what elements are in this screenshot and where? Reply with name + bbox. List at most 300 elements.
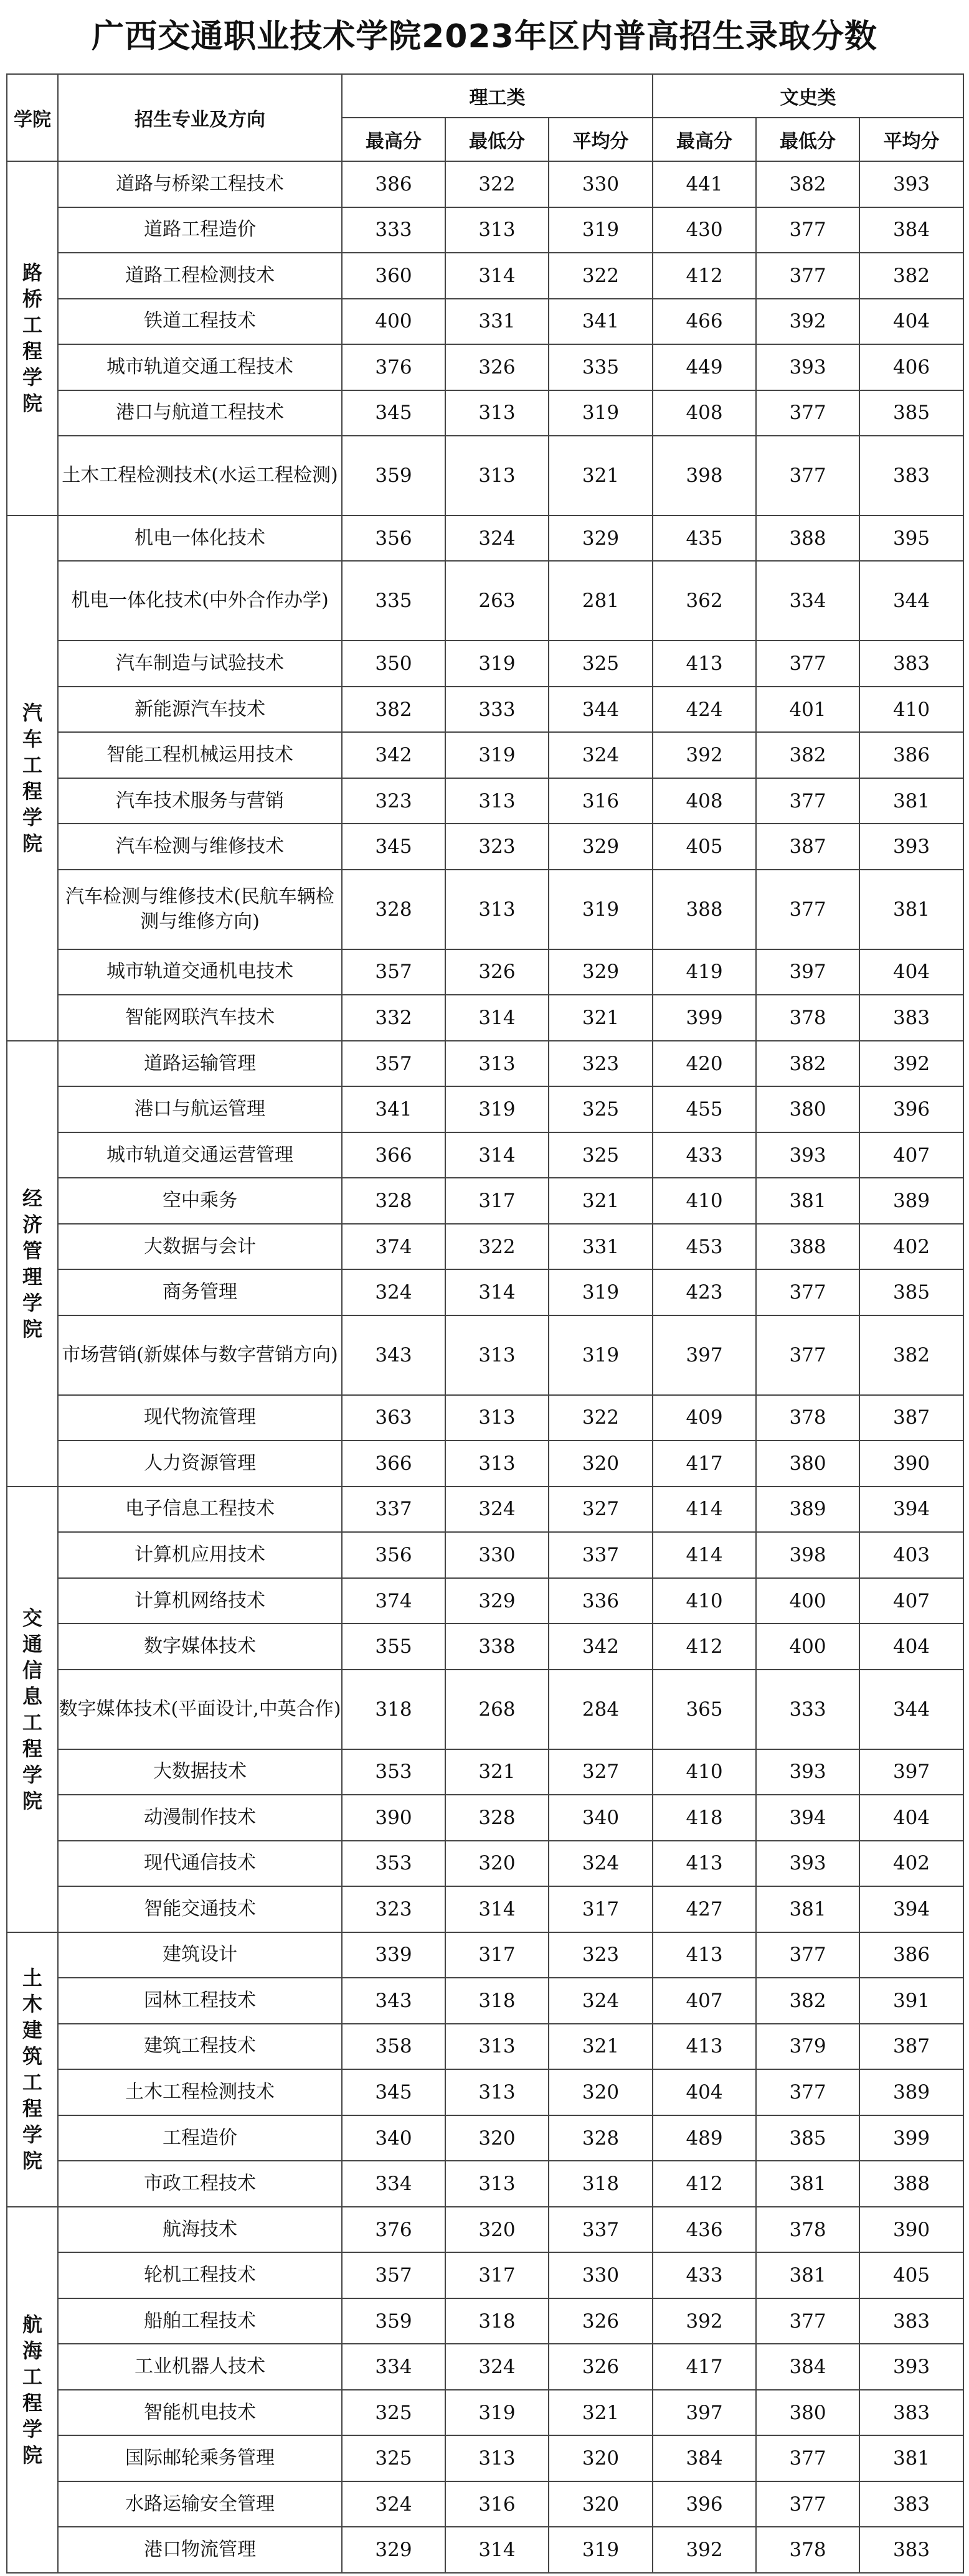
science-avg-cell: 319 <box>549 2527 653 2573</box>
science-avg-cell: 326 <box>549 2344 653 2390</box>
table-row <box>7 344 963 390</box>
science-avg-cell: 329 <box>549 824 653 870</box>
science-max-cell: 356 <box>342 1532 445 1578</box>
science-max-cell: 376 <box>342 344 445 390</box>
table-row <box>7 1315 963 1395</box>
science-avg-cell: 323 <box>549 1041 653 1087</box>
major-name: 现代通信技术 <box>58 1841 342 1887</box>
science-min-cell: 313 <box>445 390 549 436</box>
major-name: 计算机应用技术 <box>58 1532 342 1578</box>
arts-max-cell: 397 <box>653 2390 756 2436</box>
arts-min-cell: 377 <box>756 2069 859 2115</box>
arts-avg-cell: 381 <box>859 870 963 949</box>
arts-max-cell: 418 <box>653 1795 756 1841</box>
major-name: 电子信息工程技术 <box>58 1487 342 1533</box>
science-avg-cell: 325 <box>549 1132 653 1178</box>
science-min-cell: 320 <box>445 2115 549 2161</box>
arts-avg-cell: 410 <box>859 687 963 733</box>
college-name: 汽车工程学院 <box>7 515 58 1041</box>
table-row <box>7 641 963 687</box>
arts-avg-cell: 389 <box>859 2069 963 2115</box>
science-max-cell: 318 <box>342 1670 445 1749</box>
science-min-cell: 313 <box>445 870 549 949</box>
science-min-cell: 317 <box>445 2252 549 2298</box>
header-science-avg: 平均分 <box>549 118 653 161</box>
arts-min-cell: 377 <box>756 253 859 299</box>
arts-min-cell: 389 <box>756 1487 859 1533</box>
science-min-cell: 313 <box>445 2161 549 2207</box>
science-max-cell: 341 <box>342 1086 445 1132</box>
science-avg-cell: 330 <box>549 2252 653 2298</box>
arts-avg-cell: 404 <box>859 949 963 995</box>
science-avg-cell: 319 <box>549 390 653 436</box>
arts-min-cell: 382 <box>756 732 859 778</box>
arts-min-cell: 377 <box>756 2435 859 2481</box>
science-min-cell: 324 <box>445 1487 549 1533</box>
arts-max-cell: 455 <box>653 1086 756 1132</box>
arts-avg-cell: 383 <box>859 2390 963 2436</box>
science-avg-cell: 319 <box>549 1269 653 1315</box>
arts-max-cell: 392 <box>653 2527 756 2573</box>
science-avg-cell: 328 <box>549 2115 653 2161</box>
arts-avg-cell: 383 <box>859 995 963 1041</box>
arts-max-cell: 417 <box>653 2344 756 2390</box>
science-max-cell: 345 <box>342 824 445 870</box>
major-name: 港口与航运管理 <box>58 1086 342 1132</box>
table-row <box>7 1086 963 1132</box>
science-min-cell: 318 <box>445 1978 549 2024</box>
science-min-cell: 317 <box>445 1932 549 1978</box>
science-max-cell: 325 <box>342 2435 445 2481</box>
science-max-cell: 350 <box>342 641 445 687</box>
college-name: 经济管理学院 <box>7 1041 58 1487</box>
arts-min-cell: 393 <box>756 1841 859 1887</box>
arts-max-cell: 413 <box>653 1932 756 1978</box>
table-row <box>7 1178 963 1224</box>
arts-min-cell: 381 <box>756 2252 859 2298</box>
major-name: 大数据与会计 <box>58 1224 342 1270</box>
science-min-cell: 329 <box>445 1578 549 1624</box>
header-arts-min: 最低分 <box>756 118 859 161</box>
science-avg-cell: 319 <box>549 1315 653 1395</box>
science-avg-cell: 344 <box>549 687 653 733</box>
table-row <box>7 687 963 733</box>
arts-avg-cell: 396 <box>859 1086 963 1132</box>
arts-min-cell: 379 <box>756 2024 859 2070</box>
science-max-cell: 328 <box>342 1178 445 1224</box>
science-avg-cell: 320 <box>549 2069 653 2115</box>
arts-max-cell: 392 <box>653 732 756 778</box>
arts-max-cell: 414 <box>653 1487 756 1533</box>
science-min-cell: 318 <box>445 2298 549 2344</box>
major-name: 汽车制造与试验技术 <box>58 641 342 687</box>
science-avg-cell: 321 <box>549 1178 653 1224</box>
science-max-cell: 382 <box>342 687 445 733</box>
major-name: 道路与桥梁工程技术 <box>58 161 342 207</box>
arts-avg-cell: 407 <box>859 1132 963 1178</box>
science-min-cell: 328 <box>445 1795 549 1841</box>
science-max-cell: 343 <box>342 1315 445 1395</box>
major-name: 港口与航道工程技术 <box>58 390 342 436</box>
table-row <box>7 824 963 870</box>
arts-avg-cell: 386 <box>859 1932 963 1978</box>
arts-avg-cell: 383 <box>859 2298 963 2344</box>
science-min-cell: 320 <box>445 2207 549 2253</box>
science-min-cell: 313 <box>445 207 549 253</box>
table-row <box>7 1578 963 1624</box>
science-avg-cell: 318 <box>549 2161 653 2207</box>
table-row <box>7 1395 963 1441</box>
table-row <box>7 2207 963 2253</box>
science-max-cell: 359 <box>342 436 445 515</box>
science-min-cell: 338 <box>445 1624 549 1670</box>
arts-min-cell: 400 <box>756 1624 859 1670</box>
science-max-cell: 342 <box>342 732 445 778</box>
science-avg-cell: 320 <box>549 1441 653 1487</box>
arts-max-cell: 399 <box>653 995 756 1041</box>
arts-min-cell: 378 <box>756 1395 859 1441</box>
table-row <box>7 949 963 995</box>
science-max-cell: 334 <box>342 2161 445 2207</box>
arts-max-cell: 362 <box>653 561 756 641</box>
arts-max-cell: 396 <box>653 2481 756 2527</box>
science-max-cell: 345 <box>342 2069 445 2115</box>
arts-min-cell: 377 <box>756 778 859 824</box>
arts-max-cell: 433 <box>653 1132 756 1178</box>
arts-avg-cell: 383 <box>859 2527 963 2573</box>
table-row <box>7 1841 963 1887</box>
science-max-cell: 360 <box>342 253 445 299</box>
arts-avg-cell: 383 <box>859 641 963 687</box>
major-name: 城市轨道交通机电技术 <box>58 949 342 995</box>
table-row <box>7 2252 963 2298</box>
science-max-cell: 340 <box>342 2115 445 2161</box>
table-row <box>7 2115 963 2161</box>
science-min-cell: 316 <box>445 2481 549 2527</box>
major-name: 机电一体化技术(中外合作办学) <box>58 561 342 641</box>
science-min-cell: 319 <box>445 732 549 778</box>
science-min-cell: 314 <box>445 2527 549 2573</box>
major-name: 智能网联汽车技术 <box>58 995 342 1041</box>
table-row <box>7 732 963 778</box>
arts-min-cell: 392 <box>756 299 859 345</box>
arts-max-cell: 419 <box>653 949 756 995</box>
arts-max-cell: 408 <box>653 390 756 436</box>
table-row <box>7 253 963 299</box>
arts-avg-cell: 388 <box>859 2161 963 2207</box>
arts-max-cell: 365 <box>653 1670 756 1749</box>
major-name: 道路运输管理 <box>58 1041 342 1087</box>
arts-avg-cell: 382 <box>859 1315 963 1395</box>
arts-avg-cell: 344 <box>859 561 963 641</box>
science-avg-cell: 327 <box>549 1749 653 1795</box>
college-name: 交通信息工程学院 <box>7 1487 58 1932</box>
major-name: 铁道工程技术 <box>58 299 342 345</box>
arts-max-cell: 397 <box>653 1315 756 1395</box>
science-max-cell: 353 <box>342 1841 445 1887</box>
science-min-cell: 326 <box>445 344 549 390</box>
arts-max-cell: 410 <box>653 1578 756 1624</box>
arts-avg-cell: 386 <box>859 732 963 778</box>
science-max-cell: 323 <box>342 778 445 824</box>
arts-min-cell: 378 <box>756 2527 859 2573</box>
arts-max-cell: 430 <box>653 207 756 253</box>
arts-max-cell: 392 <box>653 2298 756 2344</box>
science-min-cell: 268 <box>445 1670 549 1749</box>
arts-avg-cell: 389 <box>859 1178 963 1224</box>
table-row <box>7 299 963 345</box>
table-row <box>7 995 963 1041</box>
table-row <box>7 1532 963 1578</box>
arts-max-cell: 409 <box>653 1395 756 1441</box>
science-avg-cell: 329 <box>549 949 653 995</box>
major-name: 动漫制作技术 <box>58 1795 342 1841</box>
science-avg-cell: 284 <box>549 1670 653 1749</box>
major-name: 建筑工程技术 <box>58 2024 342 2070</box>
arts-min-cell: 378 <box>756 995 859 1041</box>
science-avg-cell: 336 <box>549 1578 653 1624</box>
arts-max-cell: 412 <box>653 1624 756 1670</box>
arts-min-cell: 377 <box>756 1315 859 1395</box>
major-name: 建筑设计 <box>58 1932 342 1978</box>
table-row <box>7 1795 963 1841</box>
arts-max-cell: 405 <box>653 824 756 870</box>
major-name: 工业机器人技术 <box>58 2344 342 2390</box>
arts-max-cell: 388 <box>653 870 756 949</box>
arts-max-cell: 420 <box>653 1041 756 1087</box>
arts-avg-cell: 390 <box>859 1441 963 1487</box>
table-row <box>7 1624 963 1670</box>
science-avg-cell: 321 <box>549 995 653 1041</box>
arts-max-cell: 413 <box>653 641 756 687</box>
table-row <box>7 2024 963 2070</box>
science-avg-cell: 317 <box>549 1886 653 1932</box>
arts-avg-cell: 402 <box>859 1841 963 1887</box>
major-name: 港口物流管理 <box>58 2527 342 2573</box>
science-min-cell: 331 <box>445 299 549 345</box>
science-max-cell: 324 <box>342 1269 445 1315</box>
science-avg-cell: 320 <box>549 2481 653 2527</box>
arts-max-cell: 449 <box>653 344 756 390</box>
major-name: 智能工程机械运用技术 <box>58 732 342 778</box>
arts-avg-cell: 385 <box>859 1269 963 1315</box>
arts-max-cell: 427 <box>653 1886 756 1932</box>
science-max-cell: 357 <box>342 1041 445 1087</box>
table-row <box>7 561 963 641</box>
science-max-cell: 374 <box>342 1224 445 1270</box>
table-row <box>7 1978 963 2024</box>
major-name: 计算机网络技术 <box>58 1578 342 1624</box>
science-avg-cell: 325 <box>549 1086 653 1132</box>
major-name: 市场营销(新媒体与数字营销方向) <box>58 1315 342 1395</box>
science-max-cell: 358 <box>342 2024 445 2070</box>
arts-avg-cell: 397 <box>859 1749 963 1795</box>
arts-min-cell: 380 <box>756 1086 859 1132</box>
table-row <box>7 515 963 562</box>
arts-min-cell: 393 <box>756 1132 859 1178</box>
arts-avg-cell: 403 <box>859 1532 963 1578</box>
major-name: 新能源汽车技术 <box>58 687 342 733</box>
major-name: 土木工程检测技术(水运工程检测) <box>58 436 342 515</box>
science-avg-cell: 319 <box>549 870 653 949</box>
science-min-cell: 263 <box>445 561 549 641</box>
arts-max-cell: 412 <box>653 253 756 299</box>
arts-avg-cell: 404 <box>859 1795 963 1841</box>
arts-avg-cell: 394 <box>859 1487 963 1533</box>
science-max-cell: 345 <box>342 390 445 436</box>
arts-avg-cell: 395 <box>859 515 963 562</box>
science-avg-cell: 281 <box>549 561 653 641</box>
arts-avg-cell: 381 <box>859 778 963 824</box>
arts-avg-cell: 390 <box>859 2207 963 2253</box>
science-avg-cell: 340 <box>549 1795 653 1841</box>
major-name: 土木工程检测技术 <box>58 2069 342 2115</box>
arts-avg-cell: 406 <box>859 344 963 390</box>
major-name: 机电一体化技术 <box>58 515 342 562</box>
arts-avg-cell: 405 <box>859 2252 963 2298</box>
science-min-cell: 314 <box>445 995 549 1041</box>
science-avg-cell: 342 <box>549 1624 653 1670</box>
arts-min-cell: 397 <box>756 949 859 995</box>
arts-max-cell: 404 <box>653 2069 756 2115</box>
arts-avg-cell: 387 <box>859 2024 963 2070</box>
table-row <box>7 1441 963 1487</box>
science-avg-cell: 331 <box>549 1224 653 1270</box>
arts-max-cell: 436 <box>653 2207 756 2253</box>
arts-max-cell: 407 <box>653 1978 756 2024</box>
arts-avg-cell: 393 <box>859 161 963 207</box>
major-name: 园林工程技术 <box>58 1978 342 2024</box>
arts-min-cell: 382 <box>756 161 859 207</box>
header-row-1 <box>7 74 963 118</box>
science-max-cell: 334 <box>342 2344 445 2390</box>
arts-max-cell: 453 <box>653 1224 756 1270</box>
table-row <box>7 2344 963 2390</box>
arts-min-cell: 382 <box>756 1978 859 2024</box>
table-row <box>7 870 963 949</box>
arts-min-cell: 388 <box>756 515 859 562</box>
science-avg-cell: 323 <box>549 1932 653 1978</box>
science-min-cell: 314 <box>445 1132 549 1178</box>
arts-min-cell: 377 <box>756 390 859 436</box>
science-min-cell: 314 <box>445 1269 549 1315</box>
science-min-cell: 323 <box>445 824 549 870</box>
science-max-cell: 400 <box>342 299 445 345</box>
major-name: 城市轨道交通工程技术 <box>58 344 342 390</box>
arts-min-cell: 381 <box>756 1886 859 1932</box>
science-max-cell: 355 <box>342 1624 445 1670</box>
science-avg-cell: 326 <box>549 2298 653 2344</box>
science-min-cell: 313 <box>445 436 549 515</box>
table-row <box>7 1670 963 1749</box>
table-row <box>7 390 963 436</box>
arts-avg-cell: 385 <box>859 390 963 436</box>
arts-avg-cell: 394 <box>859 1886 963 1932</box>
science-avg-cell: 322 <box>549 1395 653 1441</box>
science-avg-cell: 324 <box>549 1978 653 2024</box>
science-max-cell: 366 <box>342 1441 445 1487</box>
arts-avg-cell: 382 <box>859 253 963 299</box>
major-name: 汽车技术服务与营销 <box>58 778 342 824</box>
science-max-cell: 332 <box>342 995 445 1041</box>
science-avg-cell: 320 <box>549 2435 653 2481</box>
arts-max-cell: 410 <box>653 1749 756 1795</box>
arts-avg-cell: 399 <box>859 2115 963 2161</box>
college-name: 路桥工程学院 <box>7 161 58 515</box>
arts-min-cell: 393 <box>756 344 859 390</box>
document-title: 广西交通职业技术学院2023年区内普高招生录取分数 <box>92 18 877 55</box>
table-row <box>7 2069 963 2115</box>
science-max-cell: 329 <box>342 2527 445 2573</box>
arts-min-cell: 377 <box>756 641 859 687</box>
science-avg-cell: 321 <box>549 2024 653 2070</box>
table-row <box>7 2390 963 2436</box>
science-avg-cell: 316 <box>549 778 653 824</box>
science-avg-cell: 341 <box>549 299 653 345</box>
major-name: 道路工程造价 <box>58 207 342 253</box>
science-avg-cell: 337 <box>549 2207 653 2253</box>
arts-min-cell: 398 <box>756 1532 859 1578</box>
arts-max-cell: 423 <box>653 1269 756 1315</box>
arts-avg-cell: 383 <box>859 2481 963 2527</box>
arts-avg-cell: 404 <box>859 299 963 345</box>
arts-min-cell: 388 <box>756 1224 859 1270</box>
science-max-cell: 386 <box>342 161 445 207</box>
table-row <box>7 1886 963 1932</box>
arts-min-cell: 377 <box>756 1269 859 1315</box>
major-name: 航海技术 <box>58 2207 342 2253</box>
science-avg-cell: 324 <box>549 732 653 778</box>
arts-min-cell: 400 <box>756 1578 859 1624</box>
major-name: 大数据技术 <box>58 1749 342 1795</box>
arts-min-cell: 377 <box>756 436 859 515</box>
arts-avg-cell: 383 <box>859 436 963 515</box>
major-name: 城市轨道交通运营管理 <box>58 1132 342 1178</box>
science-max-cell: 337 <box>342 1487 445 1533</box>
header-science-max: 最高分 <box>342 118 445 161</box>
major-name: 智能机电技术 <box>58 2390 342 2436</box>
table-row <box>7 1487 963 1533</box>
arts-avg-cell: 393 <box>859 2344 963 2390</box>
table-row <box>7 436 963 515</box>
arts-max-cell: 398 <box>653 436 756 515</box>
college-name: 土木建筑工程学院 <box>7 1932 58 2207</box>
arts-min-cell: 377 <box>756 1932 859 1978</box>
science-max-cell: 359 <box>342 2298 445 2344</box>
science-min-cell: 321 <box>445 1749 549 1795</box>
arts-max-cell: 441 <box>653 161 756 207</box>
arts-min-cell: 380 <box>756 1441 859 1487</box>
arts-max-cell: 466 <box>653 299 756 345</box>
science-min-cell: 333 <box>445 687 549 733</box>
arts-max-cell: 417 <box>653 1441 756 1487</box>
header-arts-max: 最高分 <box>653 118 756 161</box>
science-max-cell: 374 <box>342 1578 445 1624</box>
science-avg-cell: 322 <box>549 253 653 299</box>
major-name: 汽车检测与维修技术(民航车辆检测与维修方向) <box>58 870 342 949</box>
science-avg-cell: 321 <box>549 2390 653 2436</box>
science-max-cell: 366 <box>342 1132 445 1178</box>
table-row <box>7 207 963 253</box>
major-name: 水路运输安全管理 <box>58 2481 342 2527</box>
science-min-cell: 319 <box>445 1086 549 1132</box>
arts-avg-cell: 407 <box>859 1578 963 1624</box>
arts-min-cell: 401 <box>756 687 859 733</box>
science-max-cell: 353 <box>342 1749 445 1795</box>
table-row <box>7 1269 963 1315</box>
science-min-cell: 322 <box>445 1224 549 1270</box>
science-max-cell: 363 <box>342 1395 445 1441</box>
